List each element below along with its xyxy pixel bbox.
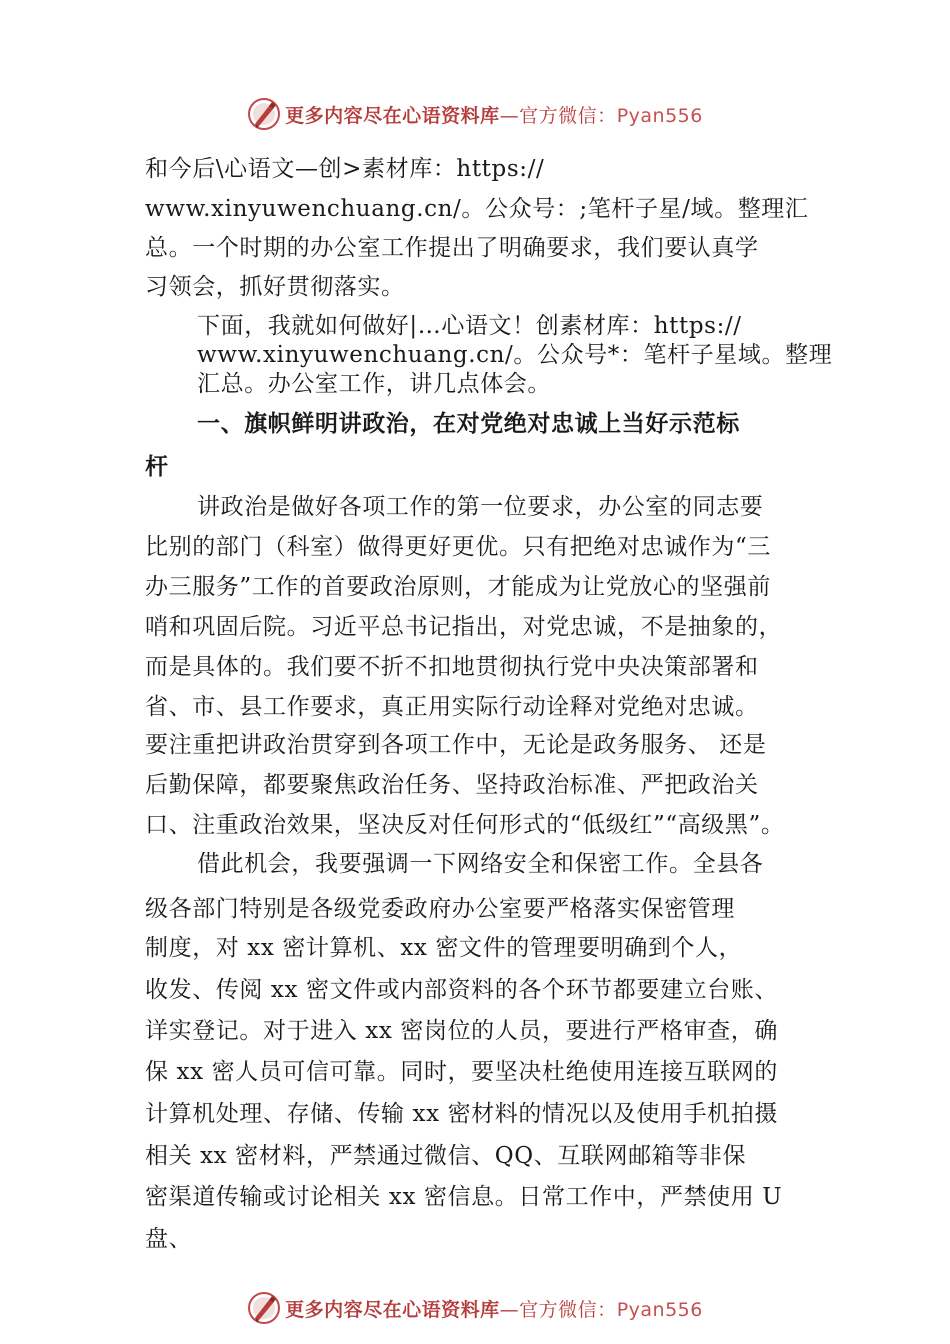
text-line: 相关 xx 密材料，严禁通过微信、QQ、互联网邮箱等非保 xyxy=(145,1143,747,1169)
text-line: 保 xx 密人员可信可靠。同时，要坚决杜绝使用连接互联网的 xyxy=(145,1059,778,1085)
text-line: 办三服务”工作的首要政治原则，才能成为让党放心的坚强前 xyxy=(145,574,771,600)
text-line: 制度，对 xx 密计算机、xx 密文件的管理要明确到个人， xyxy=(145,935,743,961)
banner-lead: 更多内容尽在心语资料库 xyxy=(285,104,500,127)
section-heading-cont: 杆 xyxy=(145,454,169,480)
text-line: 省、市、县工作要求，真正用实际行动诠释对党绝对忠诚。 xyxy=(145,694,759,720)
text-line: 比别的部门（科室）做得更好更优。只有把绝对忠诚作为“三 xyxy=(145,534,771,560)
text-line: 要注重把讲政治贯穿到各项工作中，无论是政务服务、 还是 xyxy=(145,732,767,758)
banner-dash: — xyxy=(499,1298,520,1321)
text-line: 计算机处理、存储、传输 xx 密材料的情况以及使用手机拍摄 xyxy=(145,1101,778,1127)
text-line: 盘、 xyxy=(145,1226,193,1252)
text-line: 和今后\心语文—创>素材库：https:// xyxy=(145,156,545,182)
text-line: 下面，我就如何做好|…心语文！创素材库：https:// xyxy=(197,313,742,339)
footer-banner xyxy=(0,1288,950,1328)
text-line: 汇总。办公室工作，讲几点体会。 xyxy=(197,371,551,397)
banner-contact: Pyan556 xyxy=(616,104,703,127)
text-line: 习领会，抓好贯彻落实。 xyxy=(145,274,405,300)
pen-logo-icon xyxy=(247,97,281,131)
text-line: 详实登记。对于进入 xx 密岗位的人员，要进行严格审查，确 xyxy=(145,1018,778,1044)
banner-text xyxy=(285,1295,703,1322)
text-line: 而是具体的。我们要不折不扣地贯彻执行党中央决策部署和 xyxy=(145,654,759,680)
text-line: 后勤保障，都要聚焦政治任务、坚持政治标准、严把政治关 xyxy=(145,772,759,798)
header-banner xyxy=(0,94,950,134)
banner-label: 官方微信： xyxy=(519,104,617,127)
text-line: www.xinyuwenchuang.cn/。公众号：;笔杆子星/域。整理汇 xyxy=(145,196,809,222)
text-line: 哨和巩固后院。习近平总书记指出，对党忠诚，不是抽象的， xyxy=(145,614,783,640)
section-heading: 一、旗帜鲜明讲政治，在对党绝对忠诚上当好示范标 xyxy=(197,411,740,437)
banner-contact: Pyan556 xyxy=(616,1298,703,1321)
text-line: 级各部门特别是各级党委政府办公室要严格落实保密管理 xyxy=(145,896,735,922)
text-line: 借此机会，我要强调一下网络安全和保密工作。全县各 xyxy=(197,851,764,877)
text-line: 口、注重政治效果，坚决反对任何形式的“低级红”“高级黑”。 xyxy=(145,812,785,838)
text-line: 总。一个时期的办公室工作提出了明确要求，我们要认真学 xyxy=(145,235,759,261)
banner-dash: — xyxy=(499,104,520,127)
pen-logo-icon xyxy=(247,1291,281,1325)
text-line: www.xinyuwenchuang.cn/。公众号*：笔杆子星域。整理 xyxy=(197,342,833,368)
text-line: 收发、传阅 xx 密文件或内部资料的各个环节都要建立台账、 xyxy=(145,977,778,1003)
banner-label: 官方微信： xyxy=(519,1298,617,1321)
text-line: 讲政治是做好各项工作的第一位要求，办公室的同志要 xyxy=(197,494,764,520)
banner-text xyxy=(285,101,703,128)
banner-lead: 更多内容尽在心语资料库 xyxy=(285,1298,500,1321)
text-line: 密渠道传输或讨论相关 xx 密信息。日常工作中，严禁使用 U xyxy=(145,1184,783,1210)
